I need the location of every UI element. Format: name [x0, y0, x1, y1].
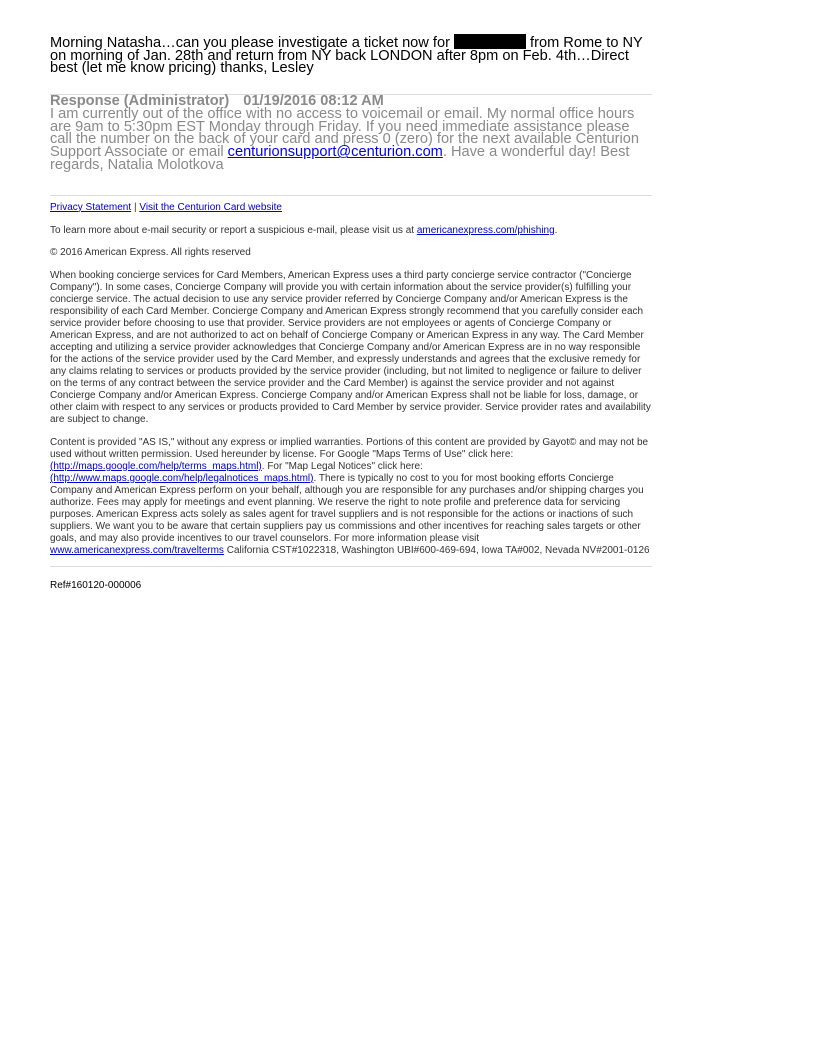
- centurion-website-link[interactable]: Visit the Centurion Card website: [139, 201, 282, 213]
- customer-message: [50, 34, 652, 75]
- privacy-statement-link[interactable]: Privacy Statement: [50, 201, 132, 213]
- content-text-4: California CST#1022318, Washington UBI#600-469-694, Iowa TA#002, Nevada NV#2001-0126: [223, 544, 650, 556]
- divider: [50, 195, 652, 196]
- security-text-end: .: [554, 224, 558, 236]
- content-text-3: . There is typically no cost to you for most booking efforts Concierge Company and American Express perform on your behalf, although you are responsible for any purchases and/or shipping charges you authorize. Fees may apply for meetings and event planning. We reserve the right to note profile and preference data for servicing purposes. American Express acts solely as sales agent for travel suppliers and is not responsible for the actions or inactions of such suppliers. We want you to be aware that certain suppliers pay us commissions and other incentives for reaching sales targets or other goals, and may also provide incentives to our travel counselors. For more information please visit: [50, 472, 644, 544]
- message-text-start: Morning Natasha…can you please investigate a ticket now for: [50, 35, 450, 51]
- maps-terms-link[interactable]: (http://maps.google.com/help/terms_maps.html): [50, 460, 262, 472]
- response-text-start: I am currently out of the office with no access to voicemail or email. My normal office hours are 9am to 5:30pm EST Monday through Friday. If you need immediate assistance please call the number on the back of your card and press 0 (zero) for the next available Centurion Support Associate or email: [50, 105, 639, 161]
- message-text-end: from Rome to NY on morning of Jan. 28th and return from NY back LONDON after 8pm on Feb. 4th…Direct best (let me know pricing) thanks, Lesley: [50, 35, 643, 77]
- email-content: [50, 34, 652, 592]
- link-separator: |: [133, 201, 137, 213]
- phishing-link[interactable]: americanexpress.com/phishing: [416, 224, 555, 236]
- response-label: Response (Administrator): [50, 92, 230, 109]
- maps-legal-link[interactable]: (http://www.maps.google.com/help/legalnotices_maps.html): [50, 472, 314, 484]
- concierge-disclaimer: When booking concierge services for Card Members, American Express uses a third party concierge service contractor ("Concierge Company"). In some cases, Concierge Company will provide you with certain information about the service provider(s) fulfilling your concierge service. The actual decision to use any service provider referred by Concierge Company and/or American Express is the responsibility of each Card Member. Concierge Company and American Express strongly recommend that you carefully consider each service provider before choosing to use that provider. Service providers are not employees or agents of Concierge Company or American Express, and are not authorized to act on behalf of Concierge Company or American Express in any way. The Card Member accepting and utilizing a service provider acknowledges that Concierge Company and/or American Express are in no way responsible for the actions of the service provider used by the Card Member, and expressly understands and agrees that the exclusive remedy for any claims relating to services or products provided by the service provider (including, but not limited to negligence or failure to deliver on the terms of any contract between the service provider and the Card Member) is against the service provider and not against Concierge Company and/or American Express. Concierge Company and/or American Express shall not be liable for loss, damage, or other claim with respect to any services or products provided to Card Member by service provider. Service provider rates and availability are subject to change.: [50, 269, 651, 425]
- support-email-link[interactable]: centurionsupport@centurion.com: [227, 144, 443, 161]
- content-text-2: . For "Map Legal Notices" click here:: [261, 460, 423, 472]
- travelterms-link[interactable]: www.americanexpress.com/travelterms: [50, 544, 224, 556]
- divider: [50, 566, 652, 567]
- content-text-1: Content is provided "AS IS," without any express or implied warranties. Portions of this content are provided by Gayot© and may not be used without written permission. Used hereunder by license. For Google "Maps Terms of Use" click here:: [50, 436, 649, 460]
- content-disclaimer: [50, 437, 652, 557]
- copyright: © 2016 American Express. All rights reserved: [50, 246, 251, 258]
- security-notice: [50, 225, 652, 237]
- response-body: [50, 105, 652, 173]
- reference-number: Ref#160120-000006: [50, 579, 142, 591]
- response-timestamp: 01/19/2016 08:12 AM: [243, 92, 384, 109]
- security-text: To learn more about e-mail security or report a suspicious e-mail, please visit us at: [50, 224, 417, 236]
- response-text-end: . Have a wonderful day! Best regards, Natalia Molotkova: [50, 144, 630, 173]
- footer-links: [50, 202, 652, 214]
